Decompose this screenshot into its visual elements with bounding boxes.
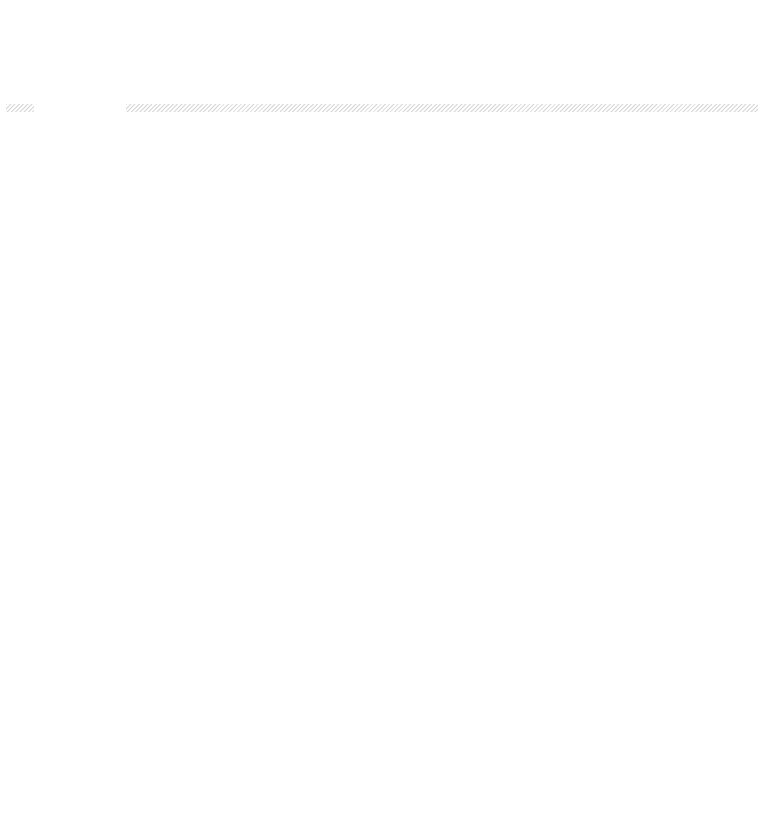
hatch-divider-left (6, 104, 34, 112)
hatch-divider-right (126, 104, 758, 112)
